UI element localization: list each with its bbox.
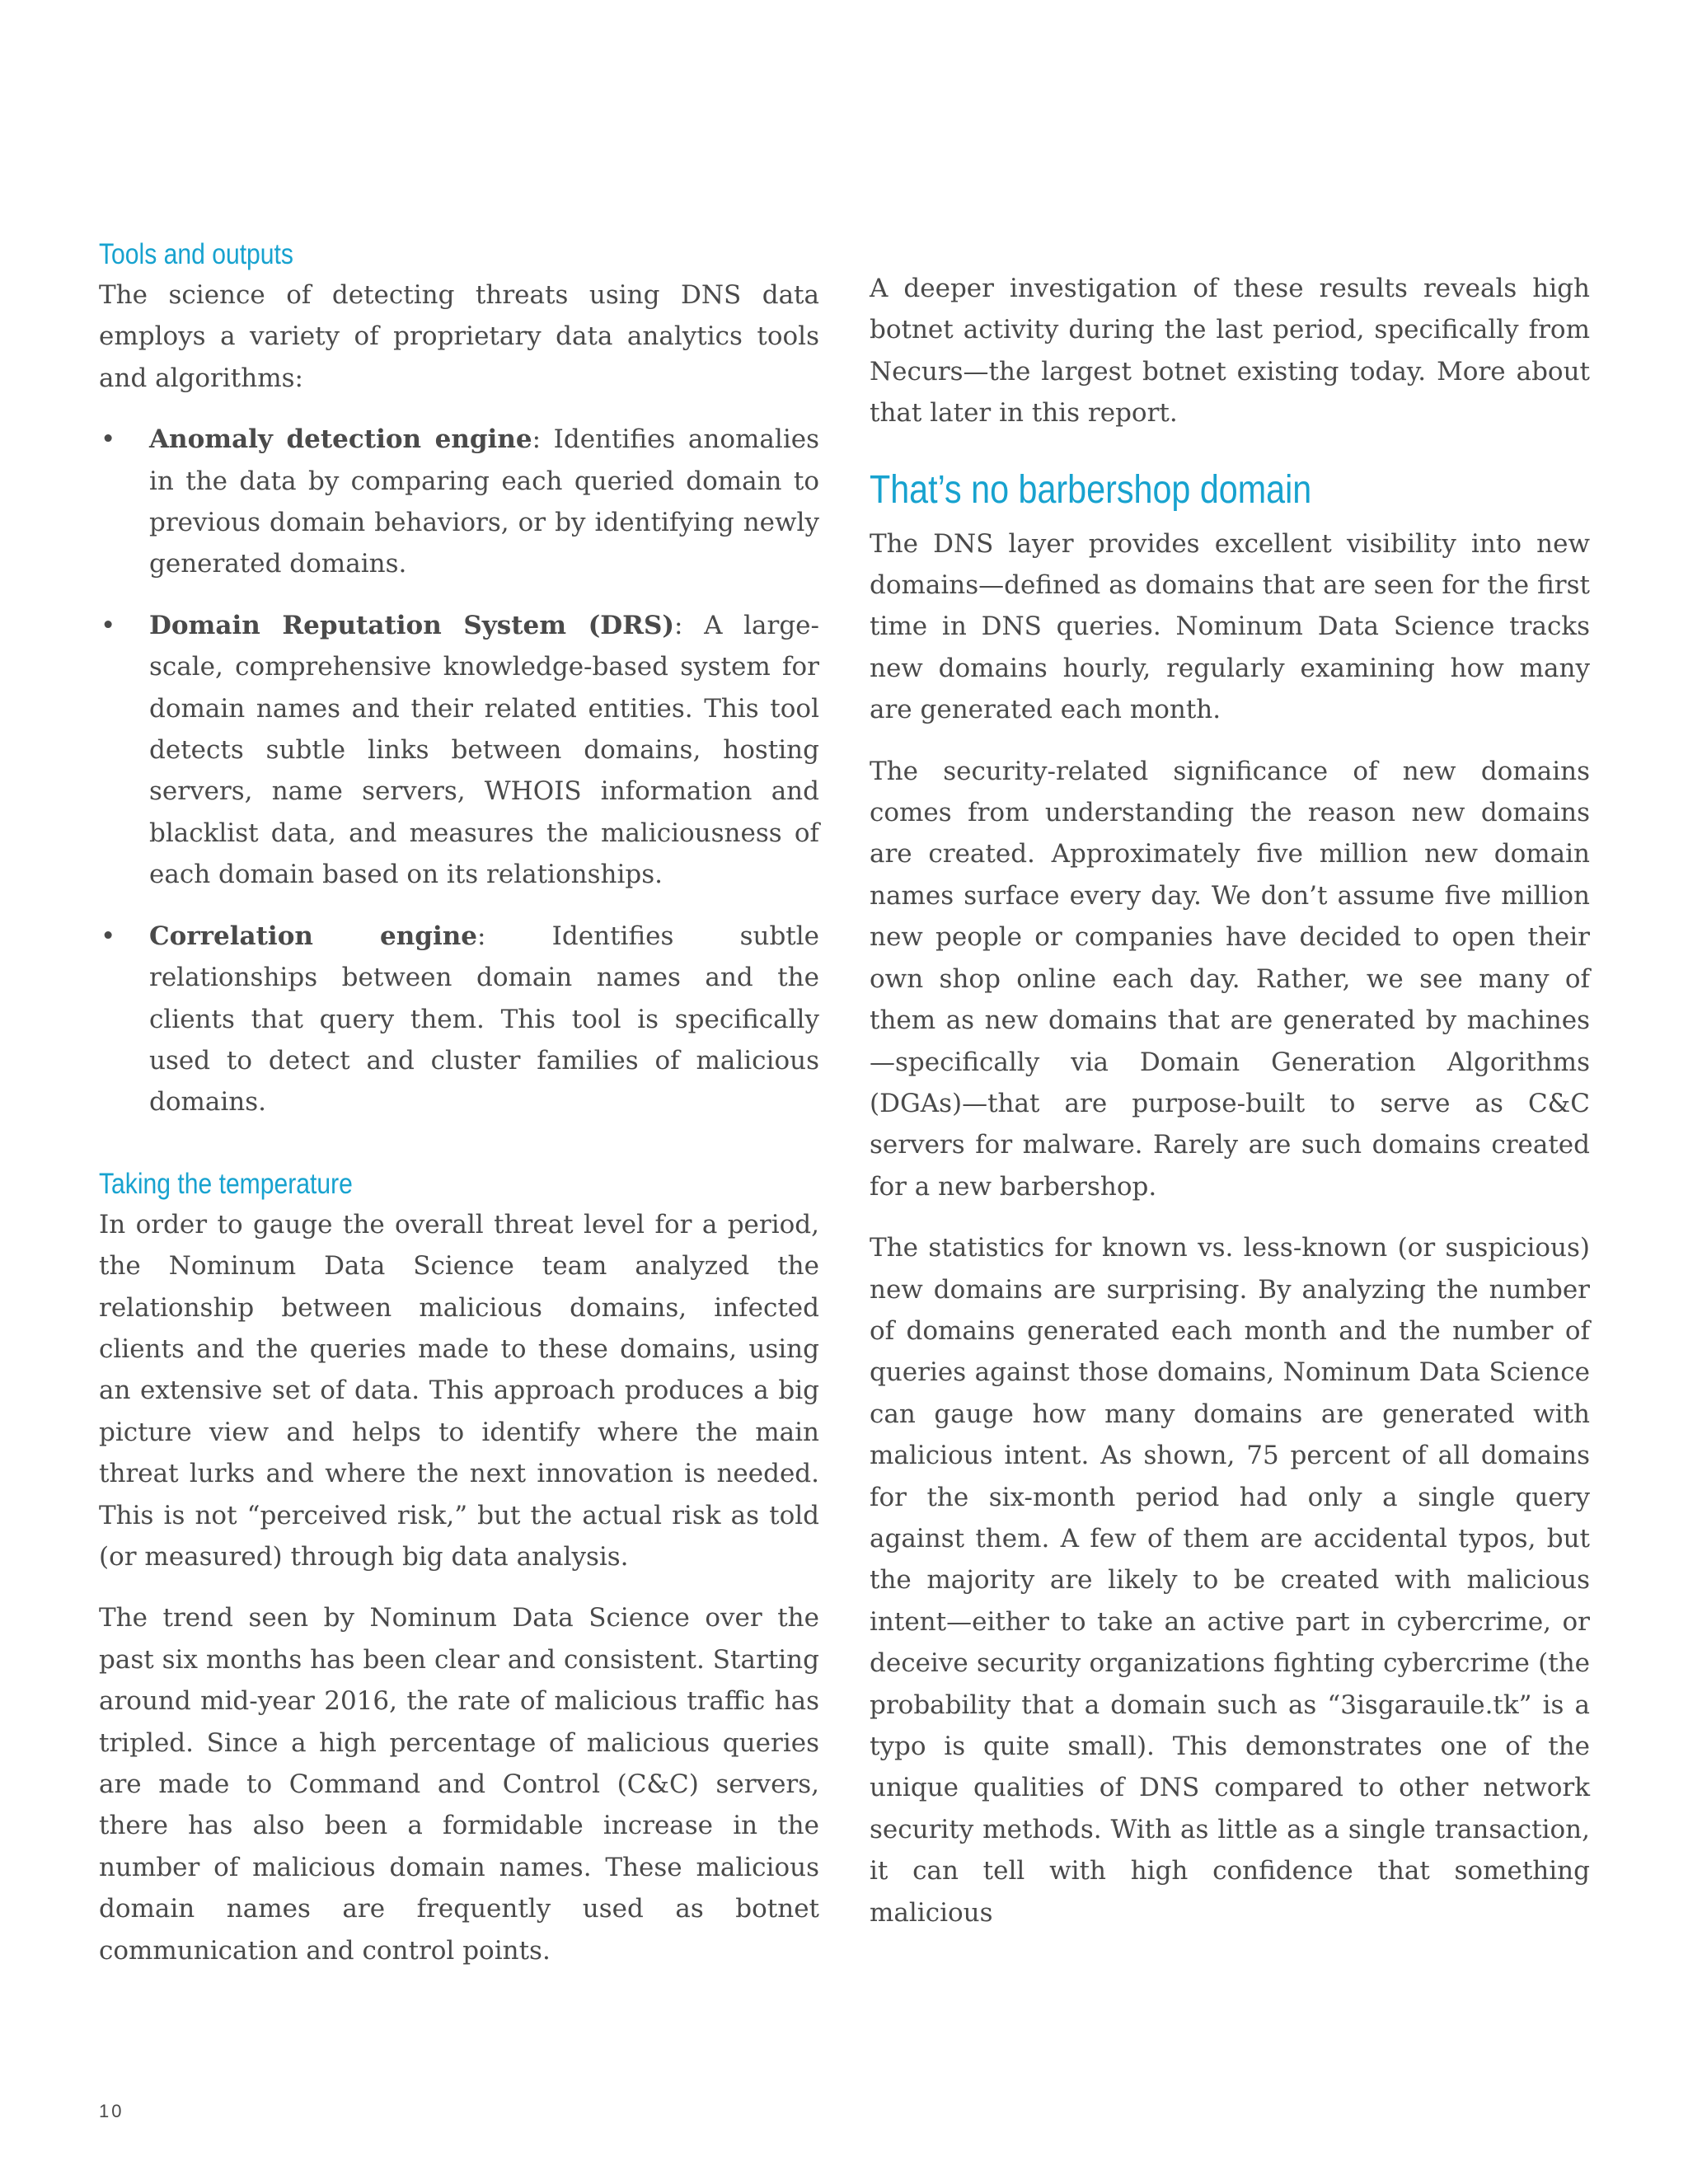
section-heading: That’s no barbershop domain	[870, 467, 1312, 512]
intro-paragraph: A deeper investigation of these results reveals high botnet activity during the last period, specifically from Necurs—the largest botnet existing today. More about that later in this report.	[870, 274, 1590, 429]
tools-heading: Tools and outputs	[99, 238, 293, 270]
body-paragraph-3: The statistics for known vs. less-known (or suspicious) new domains are surprising. By analyzing the number of domains generated each month and the number of queries against those domains, Nominum Data Science can gauge how many domains are generated with malicious intent. As shown, 75 percent of all domains for the six-month period had only a single query against them. A few of them are accidental typos, but the majority are likely to be created with malicious intent—either to take an active part in cybercrime, or deceive security organizations fighting cybercrime (the probability that a domain such as “3isgarauile.tk” is a typo is quite small). This demonstrates one of the unique qualities of DNS compared to other network security methods. With as little as a single transaction, it can tell with high confidence that something malicious	[870, 1233, 1590, 1928]
right-column	[870, 268, 1590, 1953]
list-item-anomaly-detection	[99, 419, 819, 585]
tools-list	[99, 419, 819, 1123]
tool-description: : A large-scale, comprehensive knowledge-based system for domain names and their related entities. This tool detects subtle links between domains, hosting servers, name servers, WHOIS information and blacklist data, and measures the maliciousness of each domain based on its relationships.	[149, 610, 820, 890]
temperature-paragraph-2: The trend seen by Nominum Data Science over the past six months has been clear and consistent. Starting around mid-year 2016, the rate of malicious traffic has tripled. Since a high percentage of malicious queries are made to Command and Control (C&C) servers, there has also been a formidable increase in the number of malicious domain names. These malicious domain names are frequently used as botnet communication and control points.	[99, 1603, 819, 1966]
bullet-icon: •	[101, 921, 116, 951]
body-paragraph-2: The security-related significance of new domains comes from understanding the reason new domains are created. Approximately five million new domain names surface every day. We don’t assume five million new people or companies have decided to open their own shop online each day. Rather, we see many of them as new domains that are generated by machines—specifically via Domain Generation Algorithms (DGAs)—that are purpose-built to serve as C&C servers for malware. Rarely are such domains created for a new barbershop.	[870, 756, 1590, 1202]
page-number: 10	[99, 2101, 124, 2121]
tool-term: Domain Reputation System (DRS)	[149, 610, 674, 640]
tool-term: Correlation engine	[149, 921, 478, 951]
temperature-heading: Taking the temperature	[99, 1167, 353, 1200]
tool-description: : Identifies subtle relationships between domain names and the clients that query them. This tool is specifically used to detect and cluster families of malicious domains.	[149, 921, 820, 1118]
bullet-icon: •	[101, 610, 116, 640]
tools-intro-paragraph: The science of detecting threats using DNS data employs a variety of proprietary data analytics tools and algorithms:	[99, 280, 819, 393]
list-item-domain-reputation	[99, 605, 819, 896]
left-column	[99, 235, 819, 1991]
list-item-correlation-engine	[99, 916, 819, 1123]
temperature-paragraph-1: In order to gauge the overall threat level for a period, the Nominum Data Science team analyzed the relationship between malicious domains, infected clients and the queries made to these domains, using an extensive set of data. This approach produces a big picture view and helps to identify where the main threat lurks and where the next innovation is needed. This is not “perceived risk,” but the actual risk as told (or measured) through big data analysis.	[99, 1209, 819, 1572]
tool-description: : Identifies anomalies in the data by comparing each queried domain to previous domain behaviors, or by identifying newly generated domains.	[149, 424, 819, 579]
bullet-icon: •	[101, 424, 116, 455]
tool-term: Anomaly detection engine	[149, 424, 532, 455]
body-paragraph-1: The DNS layer provides excellent visibility into new domains—defined as domains that are seen for the first time in DNS queries. Nominum Data Science tracks new domains hourly, regularly examining how many are generated each month.	[870, 528, 1590, 725]
